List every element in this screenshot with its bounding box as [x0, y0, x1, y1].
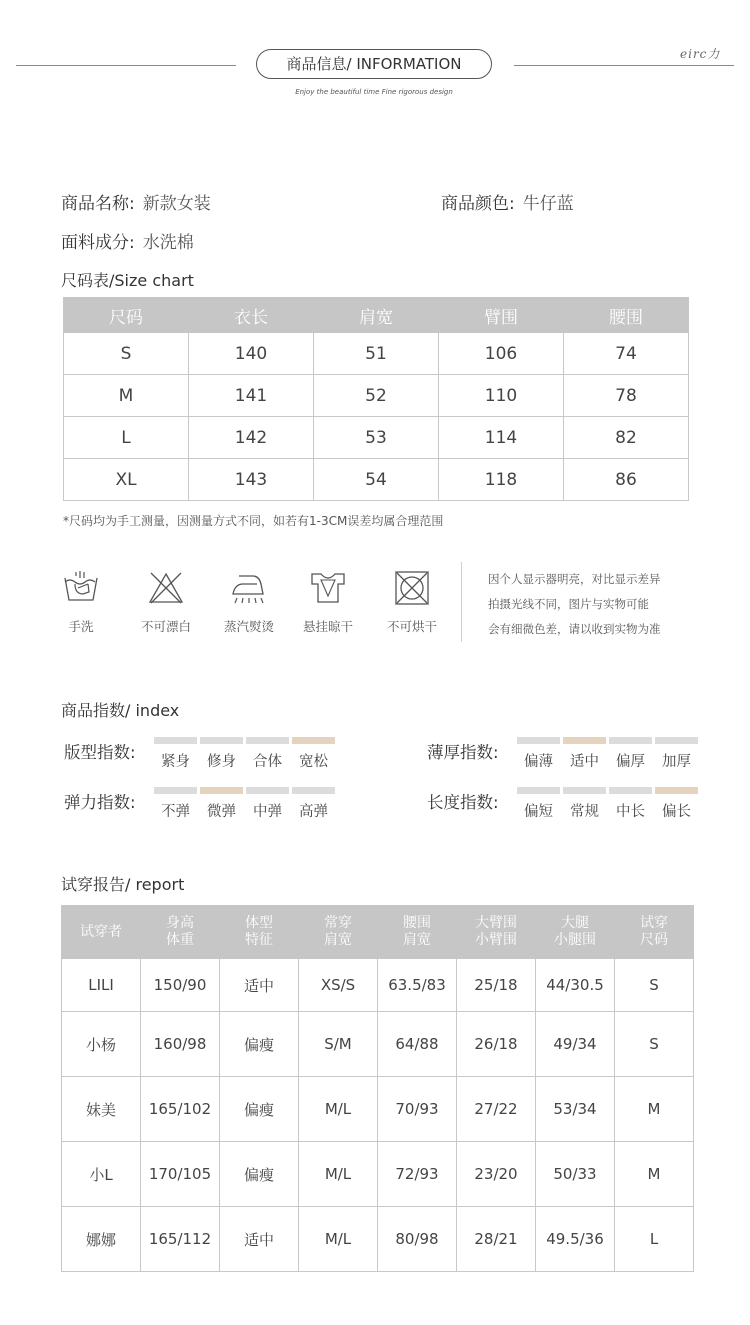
index-option	[655, 737, 698, 771]
index-option	[563, 737, 606, 771]
index-option-label: 偏长	[662, 804, 691, 820]
brand-logo: eirc力	[680, 47, 721, 61]
size-chart-header: 腰围	[564, 298, 689, 333]
table-cell: 74	[564, 333, 689, 375]
table-cell: 适中	[220, 959, 299, 1012]
fabric-row	[61, 228, 194, 253]
index-option-label: 紧身	[161, 754, 190, 770]
index-option	[154, 787, 197, 821]
table-cell: 50/33	[536, 1142, 615, 1207]
table-cell: 娜娜	[62, 1207, 141, 1272]
table-cell: S	[615, 1012, 694, 1077]
table-row	[64, 459, 689, 501]
care-item-no-tumble-dry	[377, 570, 447, 635]
table-cell: 114	[439, 417, 564, 459]
disclaimer-line: 因个人显示器明亮，对比显示差异	[488, 572, 661, 586]
care-item-hang-dry	[293, 570, 363, 635]
index-bar	[246, 737, 289, 744]
product-name-value: 新款女装	[142, 194, 211, 214]
table-cell: 偏瘦	[220, 1142, 299, 1207]
table-cell: 小杨	[62, 1012, 141, 1077]
report-header-row	[62, 906, 694, 959]
table-cell: 160/98	[141, 1012, 220, 1077]
table-cell: M	[615, 1142, 694, 1207]
table-cell: XS/S	[299, 959, 378, 1012]
index-option-label: 偏薄	[524, 754, 553, 770]
care-label: 悬挂晾干	[302, 619, 353, 634]
thickness-index-label: 薄厚指数:	[427, 743, 499, 762]
table-cell: 适中	[220, 1207, 299, 1272]
report-header-line: 尺码	[640, 932, 668, 948]
index-bar	[292, 737, 335, 744]
care-item-steam-iron	[214, 570, 284, 635]
care-label: 不可烘干	[386, 619, 437, 634]
header-title: 商品信息/ INFORMATION	[256, 49, 492, 79]
elasticity-index-scale	[154, 787, 335, 821]
report-header-line: 常穿	[324, 915, 352, 931]
table-cell: 63.5/83	[378, 959, 457, 1012]
table-cell: 27/22	[457, 1077, 536, 1142]
report-header	[615, 906, 694, 959]
index-option-label: 适中	[570, 754, 599, 770]
index-bar	[292, 787, 335, 794]
header-right-rule	[514, 65, 734, 66]
header-left-rule	[16, 65, 236, 66]
index-option	[292, 737, 335, 771]
product-color-value: 牛仔蓝	[522, 194, 574, 214]
report-header	[62, 906, 141, 959]
index-bar	[517, 787, 560, 794]
care-label: 手洗	[68, 619, 94, 634]
table-cell: 78	[564, 375, 689, 417]
care-label: 蒸汽熨烫	[223, 619, 274, 634]
index-option	[246, 737, 289, 771]
size-chart-title: 尺码表/Size chart	[61, 271, 194, 290]
index-option-label: 中弹	[253, 804, 282, 820]
table-cell: 150/90	[141, 959, 220, 1012]
care-divider	[461, 562, 462, 642]
index-bar	[517, 737, 560, 744]
table-cell: 106	[439, 333, 564, 375]
table-cell: 86	[564, 459, 689, 501]
index-bar	[655, 737, 698, 744]
care-label: 不可漂白	[140, 619, 191, 634]
table-cell: 49/34	[536, 1012, 615, 1077]
header-subtitle: Enjoy the beautiful time Fine rigorous design	[295, 88, 453, 96]
report-header-line: 肩宽	[324, 932, 352, 948]
index-option-label: 微弹	[207, 804, 236, 820]
index-option	[517, 737, 560, 771]
index-option	[609, 737, 652, 771]
table-cell: LILI	[62, 959, 141, 1012]
table-cell: 26/18	[457, 1012, 536, 1077]
table-cell: 165/102	[141, 1077, 220, 1142]
table-cell: 28/21	[457, 1207, 536, 1272]
report-header-line: 肩宽	[403, 932, 431, 948]
table-cell: 小L	[62, 1142, 141, 1207]
product-name-row	[61, 189, 211, 214]
table-row	[62, 1077, 694, 1142]
table-cell: M/L	[299, 1077, 378, 1142]
index-bar	[563, 737, 606, 744]
table-row	[64, 417, 689, 459]
length-index-label: 长度指数:	[427, 793, 499, 812]
table-cell: 偏瘦	[220, 1077, 299, 1142]
report-header-line: 腰围	[403, 915, 431, 931]
no-bleach-icon	[146, 570, 186, 606]
size-chart-header: 肩宽	[314, 298, 439, 333]
hand-wash-icon	[61, 570, 101, 606]
table-cell: 64/88	[378, 1012, 457, 1077]
table-row	[64, 375, 689, 417]
table-cell: S/M	[299, 1012, 378, 1077]
size-chart-header: 臂围	[439, 298, 564, 333]
index-bar	[200, 737, 243, 744]
table-cell: 165/112	[141, 1207, 220, 1272]
index-option	[246, 787, 289, 821]
index-bar	[154, 787, 197, 794]
report-header	[536, 906, 615, 959]
table-cell: 妹美	[62, 1077, 141, 1142]
table-cell: 53	[314, 417, 439, 459]
index-option-label: 高弹	[299, 804, 328, 820]
size-chart-header-row	[64, 298, 689, 333]
index-option-label: 偏厚	[616, 754, 645, 770]
table-cell: S	[64, 333, 189, 375]
table-cell: 141	[189, 375, 314, 417]
report-header-line: 大臂围	[475, 915, 517, 931]
index-option-label: 中长	[616, 804, 645, 820]
table-row	[62, 959, 694, 1012]
steam-iron-icon	[229, 570, 269, 606]
index-option-label: 不弹	[161, 804, 190, 820]
report-header-line: 体重	[166, 932, 194, 948]
report-header-line: 体型	[245, 915, 273, 931]
index-title: 商品指数/ index	[61, 701, 180, 720]
product-color-row	[441, 189, 574, 214]
report-table	[61, 905, 694, 1272]
table-cell: 偏瘦	[220, 1012, 299, 1077]
index-option-label: 偏短	[524, 804, 553, 820]
report-header	[378, 906, 457, 959]
fabric-value: 水洗棉	[142, 233, 194, 253]
table-cell: 143	[189, 459, 314, 501]
table-cell: 49.5/36	[536, 1207, 615, 1272]
report-header	[220, 906, 299, 959]
table-row	[64, 333, 689, 375]
table-cell: 118	[439, 459, 564, 501]
index-option-label: 加厚	[662, 754, 691, 770]
thickness-index-scale	[517, 737, 698, 771]
table-cell: 25/18	[457, 959, 536, 1012]
fabric-label: 面料成分:	[61, 233, 135, 253]
index-bar	[655, 787, 698, 794]
product-color-label: 商品颜色:	[441, 194, 515, 214]
table-cell: L	[615, 1207, 694, 1272]
report-title: 试穿报告/ report	[61, 875, 185, 894]
index-option-label: 合体	[253, 754, 282, 770]
index-option-label: 宽松	[299, 754, 328, 770]
hang-dry-icon	[308, 570, 348, 606]
index-option	[563, 787, 606, 821]
care-item-hand-wash	[46, 570, 116, 635]
index-option	[200, 787, 243, 821]
index-bar	[246, 787, 289, 794]
index-bar	[200, 787, 243, 794]
table-cell: M/L	[299, 1142, 378, 1207]
table-cell: 53/34	[536, 1077, 615, 1142]
table-cell: 52	[314, 375, 439, 417]
table-cell: 170/105	[141, 1142, 220, 1207]
care-item-no-bleach	[131, 570, 201, 635]
report-header	[141, 906, 220, 959]
index-option	[655, 787, 698, 821]
table-row	[62, 1142, 694, 1207]
table-cell: L	[64, 417, 189, 459]
index-option	[200, 737, 243, 771]
index-option	[154, 737, 197, 771]
table-row	[62, 1012, 694, 1077]
table-cell: M	[615, 1077, 694, 1142]
table-cell: 110	[439, 375, 564, 417]
table-cell: 51	[314, 333, 439, 375]
table-cell: XL	[64, 459, 189, 501]
report-header-line: 特征	[245, 932, 273, 948]
table-cell: 140	[189, 333, 314, 375]
table-cell: M	[64, 375, 189, 417]
index-option-label: 常规	[570, 804, 599, 820]
report-header-line: 身高	[166, 915, 194, 931]
table-cell: 54	[314, 459, 439, 501]
elasticity-index-label: 弹力指数:	[64, 793, 136, 812]
disclaimer-line: 拍摄光线不同，图片与实物可能	[488, 597, 649, 611]
index-option	[609, 787, 652, 821]
size-chart-header: 尺码	[64, 298, 189, 333]
table-cell: 70/93	[378, 1077, 457, 1142]
fit-index-scale	[154, 737, 335, 771]
table-cell: M/L	[299, 1207, 378, 1272]
length-index-scale	[517, 787, 698, 821]
report-header-line: 小臂围	[475, 932, 517, 948]
report-header	[299, 906, 378, 959]
index-option	[292, 787, 335, 821]
size-chart-note: *尺码均为手工测量，因测量方式不同，如若有1-3CM误差均属合理范围	[63, 514, 444, 528]
index-bar	[609, 737, 652, 744]
table-cell: 80/98	[378, 1207, 457, 1272]
report-header	[457, 906, 536, 959]
index-option	[517, 787, 560, 821]
size-chart-table	[63, 297, 689, 501]
index-bar	[609, 787, 652, 794]
no-tumble-dry-icon	[392, 570, 432, 606]
table-cell: 142	[189, 417, 314, 459]
size-chart-header: 衣长	[189, 298, 314, 333]
report-header-line: 小腿围	[554, 932, 596, 948]
table-cell: 23/20	[457, 1142, 536, 1207]
fit-index-label: 版型指数:	[64, 743, 136, 762]
table-cell: 72/93	[378, 1142, 457, 1207]
report-header-line: 试穿者	[80, 923, 122, 940]
table-cell: S	[615, 959, 694, 1012]
report-header-line: 试穿	[640, 915, 668, 931]
index-option-label: 修身	[207, 754, 236, 770]
report-header-line: 大腿	[561, 915, 589, 931]
index-bar	[563, 787, 606, 794]
product-name-label: 商品名称:	[61, 194, 135, 214]
table-cell: 82	[564, 417, 689, 459]
disclaimer-line: 会有细微色差，请以收到实物为准	[488, 622, 661, 636]
table-cell: 44/30.5	[536, 959, 615, 1012]
index-bar	[154, 737, 197, 744]
table-row	[62, 1207, 694, 1272]
